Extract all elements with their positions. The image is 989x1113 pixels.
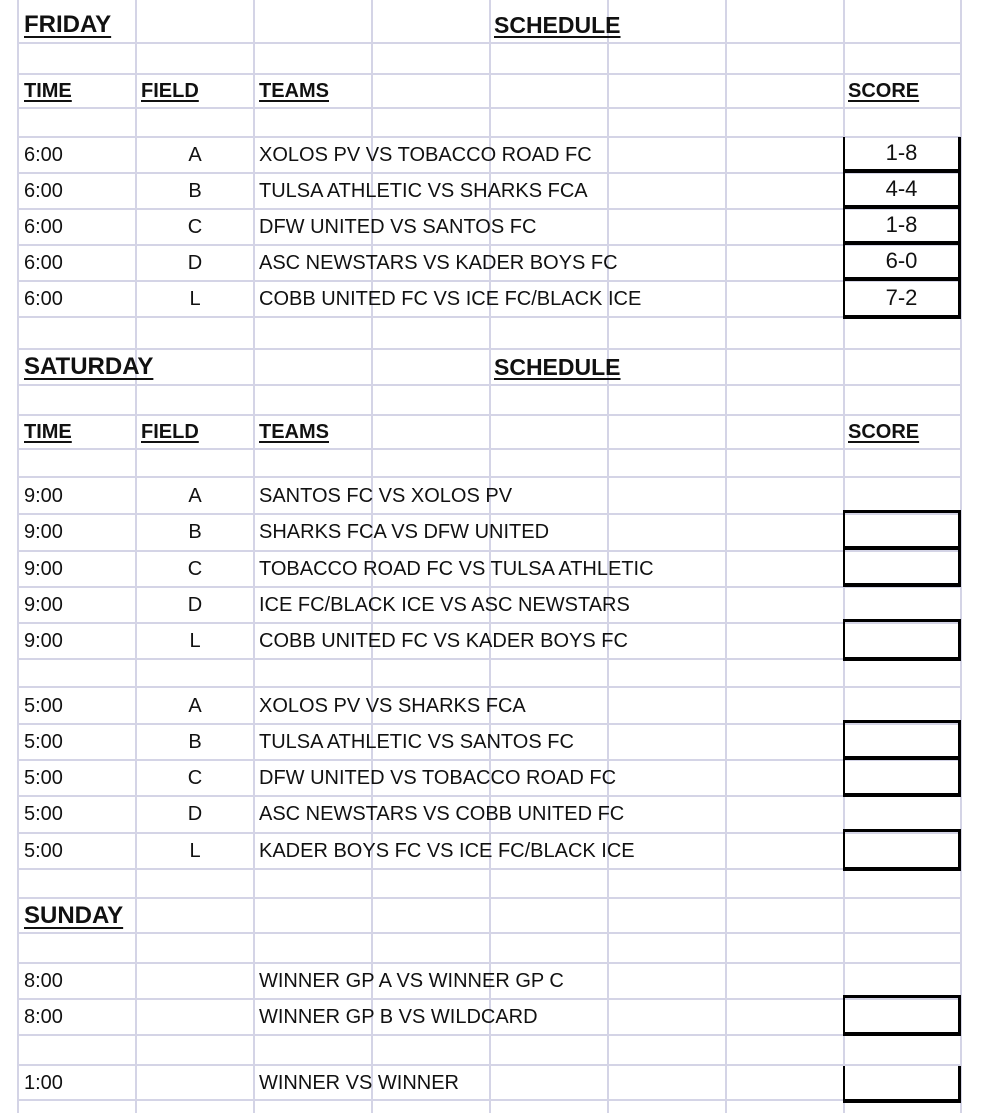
game-time: 5:00 xyxy=(24,839,63,862)
game-time: 5:00 xyxy=(24,730,63,753)
game-time: 9:00 xyxy=(24,557,63,580)
game-time: 9:00 xyxy=(24,521,63,543)
game-field: A xyxy=(188,694,202,717)
grid-line xyxy=(18,1099,961,1101)
game-time: 6:00 xyxy=(24,143,63,166)
game-time: 9:00 xyxy=(24,484,63,507)
game-field: L xyxy=(189,839,201,862)
score-box[interactable] xyxy=(843,510,961,550)
game-teams: COBB UNITED FC VS KADER BOYS FC xyxy=(259,629,628,652)
grid-line xyxy=(18,897,961,899)
time-header: TIME xyxy=(24,80,72,102)
game-teams: TOBACCO ROAD FC VS TULSA ATHLETIC xyxy=(259,557,654,580)
grid-line xyxy=(18,414,961,416)
grid-line xyxy=(18,448,961,450)
schedule-title: SCHEDULE xyxy=(494,353,621,380)
game-field: B xyxy=(188,730,202,753)
game-teams: XOLOS PV VS TOBACCO ROAD FC xyxy=(259,143,592,166)
score-box[interactable]: 7-2 xyxy=(843,281,961,319)
game-field: B xyxy=(188,179,202,202)
game-time: 5:00 xyxy=(24,766,63,789)
game-time: 6:00 xyxy=(24,287,63,310)
game-field: D xyxy=(187,593,203,616)
game-teams: SANTOS FC VS XOLOS PV xyxy=(259,484,513,507)
game-teams: KADER BOYS FC VS ICE FC/BLACK ICE xyxy=(259,839,635,862)
score-box[interactable] xyxy=(843,550,961,587)
game-field: C xyxy=(187,557,203,580)
score-box[interactable]: 1-8 xyxy=(843,137,961,173)
score-box[interactable] xyxy=(843,720,961,760)
grid-line xyxy=(18,316,961,318)
score-box[interactable]: 1-8 xyxy=(843,209,961,245)
grid-line xyxy=(18,1064,961,1066)
game-time: 1:00 xyxy=(24,1071,63,1094)
teams-header: TEAMS xyxy=(259,421,329,443)
game-teams: WINNER GP A VS WINNER GP C xyxy=(259,970,564,992)
game-time: 5:00 xyxy=(24,694,63,717)
game-field: C xyxy=(187,766,203,789)
time-header: TIME xyxy=(24,421,72,443)
score-box[interactable]: 6-0 xyxy=(843,245,961,281)
score-box[interactable] xyxy=(843,760,961,797)
game-field: B xyxy=(188,521,202,543)
grid-line xyxy=(253,0,255,1113)
game-field: A xyxy=(188,484,202,507)
grid-line xyxy=(18,1034,961,1036)
grid-line xyxy=(18,868,961,870)
game-teams: COBB UNITED FC VS ICE FC/BLACK ICE xyxy=(259,287,642,310)
game-time: 9:00 xyxy=(24,629,63,652)
schedule-title: SCHEDULE xyxy=(494,11,621,38)
game-field: C xyxy=(187,215,203,238)
grid-line xyxy=(18,384,961,386)
game-time: 8:00 xyxy=(24,970,63,992)
teams-header: TEAMS xyxy=(259,80,329,102)
score-box[interactable] xyxy=(843,995,961,1036)
game-teams: TULSA ATHLETIC VS SHARKS FCA xyxy=(259,179,588,202)
game-teams: XOLOS PV VS SHARKS FCA xyxy=(259,694,526,717)
day-title-saturday: SATURDAY xyxy=(24,353,154,380)
game-time: 6:00 xyxy=(24,215,63,238)
game-teams: SHARKS FCA VS DFW UNITED xyxy=(259,521,550,543)
grid-line xyxy=(18,348,961,350)
game-teams: ICE FC/BLACK ICE VS ASC NEWSTARS xyxy=(259,593,630,616)
grid-line xyxy=(18,42,961,44)
game-teams: TULSA ATHLETIC VS SANTOS FC xyxy=(259,730,574,753)
game-time: 6:00 xyxy=(24,179,63,202)
game-field: A xyxy=(188,143,202,166)
score-header: SCORE xyxy=(848,421,920,443)
game-teams: ASC NEWSTARS VS KADER BOYS FC xyxy=(259,251,618,274)
game-teams: DFW UNITED VS SANTOS FC xyxy=(259,215,537,238)
score-box[interactable] xyxy=(843,1066,961,1103)
game-teams: DFW UNITED VS TOBACCO ROAD FC xyxy=(259,766,617,789)
grid-line xyxy=(17,0,19,1113)
score-box[interactable] xyxy=(843,619,961,661)
grid-line xyxy=(18,107,961,109)
grid-line xyxy=(18,932,961,934)
game-field: D xyxy=(187,803,203,825)
game-teams: WINNER VS WINNER xyxy=(259,1071,459,1094)
game-teams: WINNER GP B VS WILDCARD xyxy=(259,1005,538,1028)
field-header: FIELD xyxy=(141,80,199,102)
game-teams: ASC NEWSTARS VS COBB UNITED FC xyxy=(259,803,625,825)
grid-line xyxy=(18,658,961,660)
game-time: 8:00 xyxy=(24,1005,63,1028)
game-time: 6:00 xyxy=(24,251,63,274)
score-header: SCORE xyxy=(848,80,920,102)
grid-line xyxy=(18,73,961,75)
game-time: 9:00 xyxy=(24,593,63,616)
game-time: 5:00 xyxy=(24,803,63,825)
game-field: L xyxy=(189,287,201,310)
day-title-sunday: SUNDAY xyxy=(24,901,124,929)
grid-line xyxy=(725,0,727,1113)
score-box[interactable] xyxy=(843,829,961,871)
game-field: D xyxy=(187,251,203,274)
day-title-friday: FRIDAY xyxy=(24,11,112,38)
field-header: FIELD xyxy=(141,421,199,443)
score-box[interactable]: 4-4 xyxy=(843,173,961,209)
game-field: L xyxy=(189,629,201,652)
